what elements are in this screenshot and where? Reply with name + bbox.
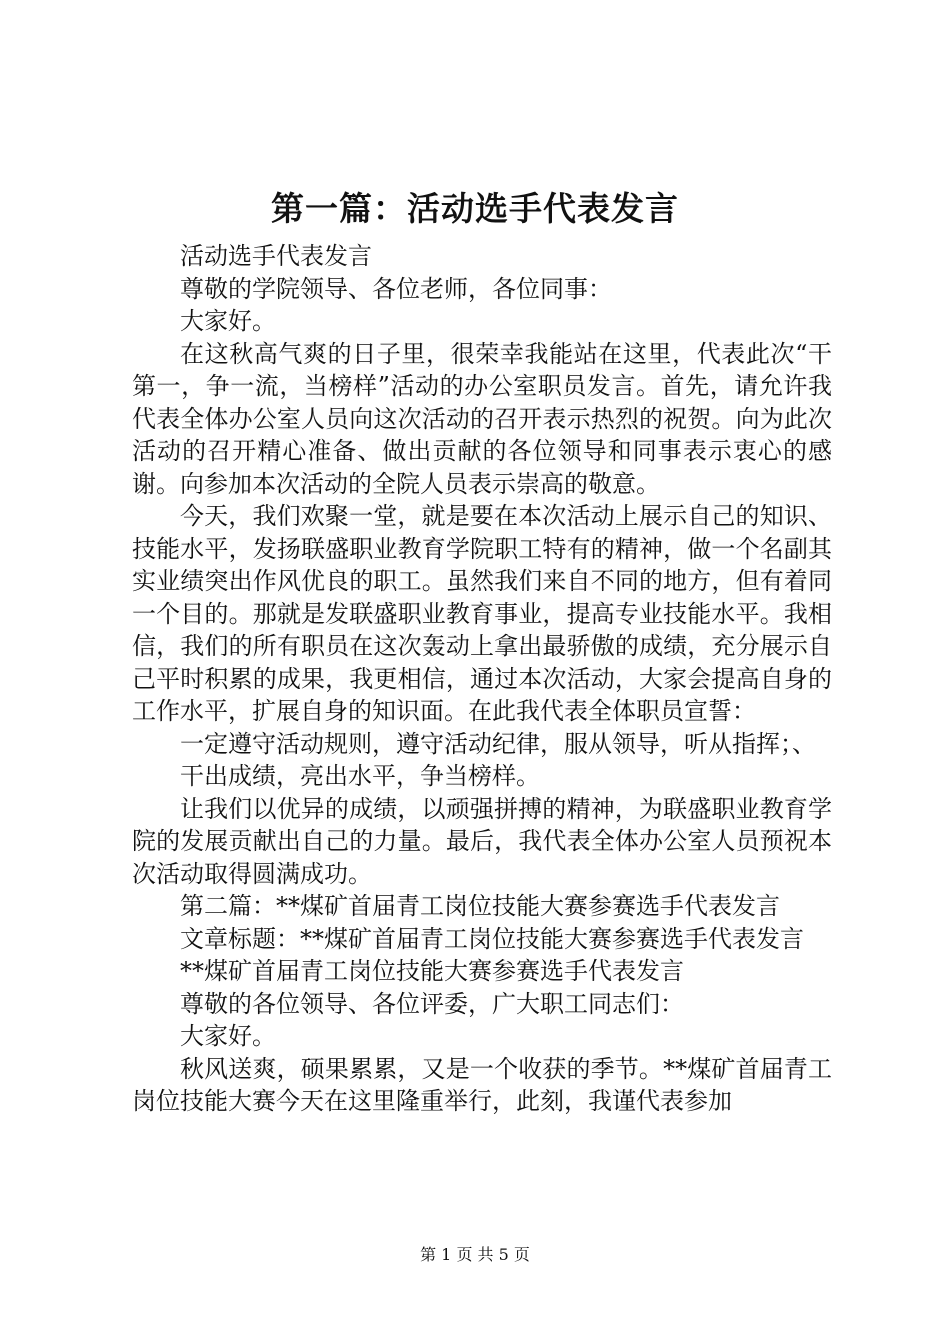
paragraph: 秋风送爽，硕果累累，又是一个收获的季节。**煤矿首届青工岗位技能大赛今天在这里隆重举行，此刻，我谨代表参加	[132, 1054, 832, 1115]
paragraph: 大家好。	[180, 307, 276, 335]
paragraph: 让我们以优异的成绩，以顽强拼搏的精神，为联盛职业教育学院的发展贡献出自己的力量。最后，我代表全体办公室人员预祝本次活动取得圆满成功。	[132, 794, 832, 888]
document-body	[132, 240, 832, 1118]
document-title: 第一篇：活动选手代表发言	[271, 189, 679, 228]
paragraph: 今天，我们欢聚一堂，就是要在本次活动上展示自己的知识、技能水平，发扬联盛职业教育学院职工特有的精神，做一个名副其实业绩突出作风优良的职工。虽然我们来自不同的地方，但有着同一个目的。那就是发联盛职业教育事业，提高专业技能水平。我相信，我们的所有职员在这次轰动上拿出最骄傲的成绩，充分展示自己平时积累的成果，我更相信，通过本次活动，大家会提高自身的工作水平，扩展自身的知识面。在此我代表全体职员宣誓：	[132, 502, 832, 725]
paragraph: 一定遵守活动规则，遵守活动纪律，服从领导，听从指挥；、	[180, 729, 816, 758]
paragraph: 大家好。	[180, 1022, 276, 1050]
page-footer: 第 1 页 共 5 页	[420, 1245, 530, 1264]
paragraph: 在这秋高气爽的日子里，很荣幸我能站在这里，代表此次“干第一，争一流，当榜样”活动的办公室职员发言。首先，请允许我代表全体办公室人员向这次活动的召开表示热烈的祝贺。向为此次活动的召开精心准备、做出贡献的各位领导和同事表示衷心的感谢。向参加本次活动的全院人员表示崇高的敬意。	[132, 339, 832, 498]
paragraph: 第二篇：**煤矿首届青工岗位技能大赛参赛选手代表发言	[180, 892, 780, 920]
paragraph: 干出成绩，亮出水平，争当榜样。	[180, 762, 540, 790]
paragraph: 活动选手代表发言	[180, 242, 372, 270]
paragraph: 尊敬的学院领导、各位老师，各位同事：	[180, 274, 612, 303]
paragraph: 尊敬的各位领导、各位评委，广大职工同志们：	[180, 989, 684, 1018]
paragraph: **煤矿首届青工岗位技能大赛参赛选手代表发言	[180, 957, 684, 985]
paragraph: 文章标题：**煤矿首届青工岗位技能大赛参赛选手代表发言	[180, 924, 804, 953]
